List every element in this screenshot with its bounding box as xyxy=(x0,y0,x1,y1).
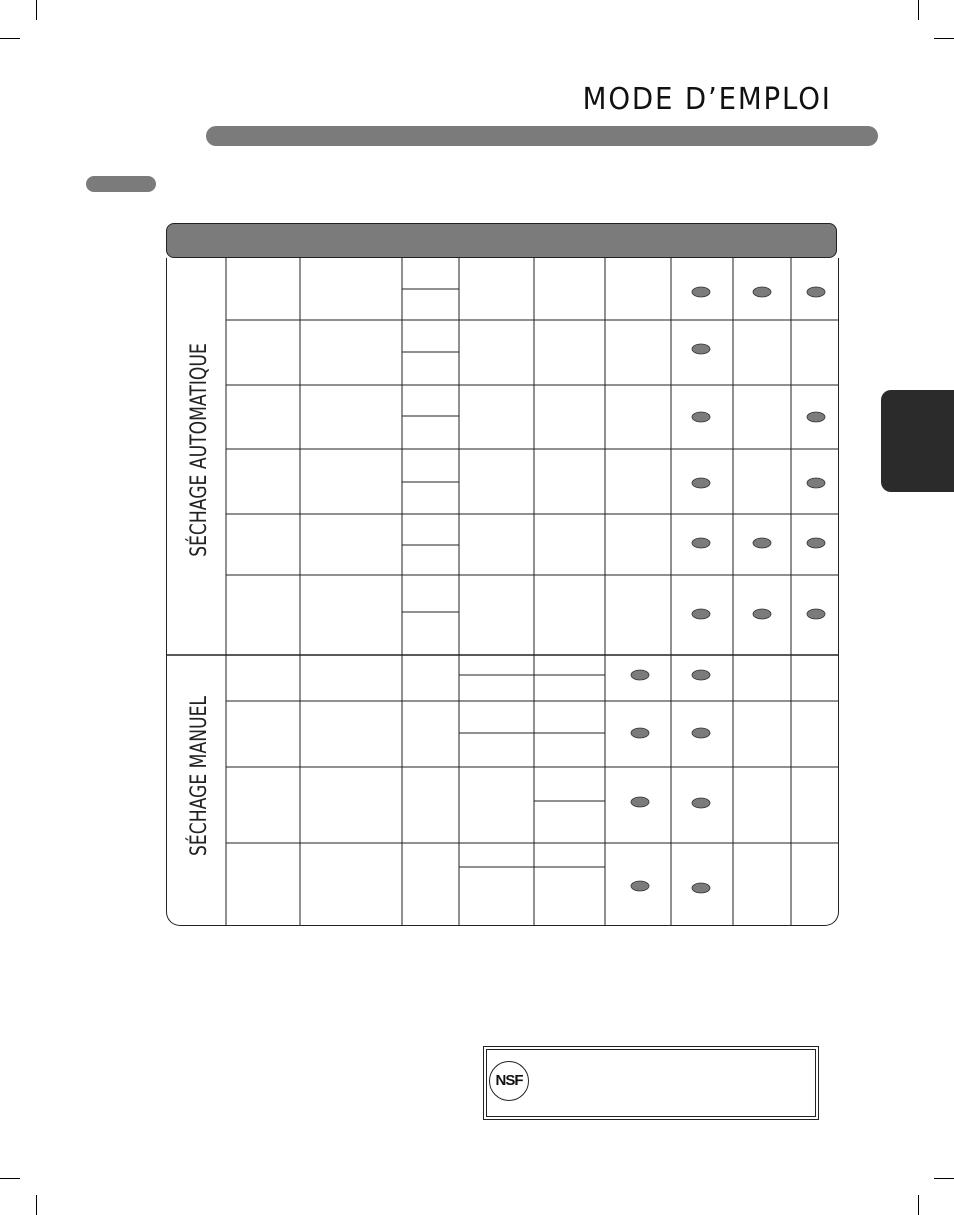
dot xyxy=(807,538,825,548)
dot xyxy=(692,670,710,680)
dot xyxy=(631,728,649,738)
dot xyxy=(631,797,649,807)
dot xyxy=(692,412,710,422)
dot xyxy=(807,412,825,422)
dot xyxy=(753,538,771,548)
dot xyxy=(692,538,710,548)
page-title: MODE D’EMPLOI xyxy=(582,82,832,117)
dot xyxy=(753,287,771,297)
dot xyxy=(692,798,710,808)
dot xyxy=(807,478,825,488)
dot xyxy=(692,287,710,297)
dot xyxy=(631,881,649,891)
dot xyxy=(631,670,649,680)
dot xyxy=(692,344,710,354)
dot xyxy=(692,609,710,619)
dot xyxy=(692,883,710,893)
section-label-manual: SÉCHAGE MANUEL xyxy=(187,696,212,856)
dot xyxy=(692,728,710,738)
dot xyxy=(753,609,771,619)
section-label-automatic: SÉCHAGE AUTOMATIQUE xyxy=(187,343,212,557)
certification-box-inner xyxy=(486,1049,816,1117)
nsf-logo xyxy=(489,1061,529,1101)
dot xyxy=(807,609,825,619)
dot xyxy=(807,287,825,297)
dot xyxy=(692,478,710,488)
nsf-logo-text: NSF xyxy=(495,1072,523,1089)
